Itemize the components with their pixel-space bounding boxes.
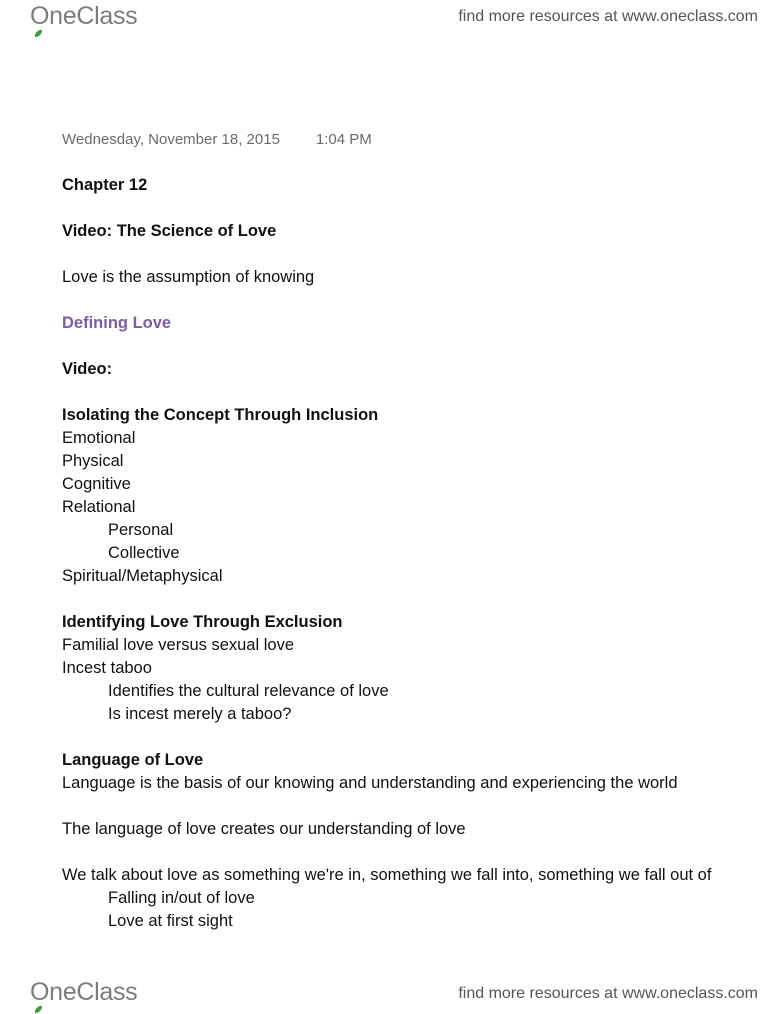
note-date: Wednesday, November 18, 2015: [62, 131, 280, 148]
sub-list-item: Personal: [108, 521, 174, 539]
sub-list-item: Love at first sight: [108, 912, 233, 930]
section-heading-defining-love: Defining Love: [62, 314, 172, 332]
video-title: Video: The Science of Love: [62, 222, 277, 240]
list-item: Familial love versus sexual love: [62, 636, 295, 654]
paragraph: Language is the basis of our knowing and understanding and experiencing the world: [62, 774, 678, 792]
list-item: Spiritual/Metaphysical: [62, 567, 223, 585]
oneclass-logo-bottom: [30, 978, 137, 1007]
brand-name: OneClass: [30, 978, 138, 1006]
list-item: Emotional: [62, 429, 136, 447]
language-heading: Language of Love: [62, 751, 204, 769]
exclusion-heading: Identifying Love Through Exclusion: [62, 613, 343, 631]
note-time: 1:04 PM: [315, 131, 372, 148]
promo-link-bottom[interactable]: find more resources at www.oneclass.com: [458, 985, 758, 1002]
paragraph: The language of love creates our understanding of love: [62, 820, 466, 838]
sub-list-item: Collective: [108, 544, 180, 562]
brand-name: OneClass: [30, 2, 138, 30]
list-item: Physical: [62, 452, 124, 470]
inclusion-heading: Isolating the Concept Through Inclusion: [62, 406, 379, 424]
note-timestamp: [62, 128, 742, 151]
document-body: [62, 128, 742, 933]
intro-line: Love is the assumption of knowing: [62, 268, 315, 286]
paragraph: We talk about love as something we're in, something we fall into, something we fall out of: [62, 866, 712, 884]
promo-link-top[interactable]: find more resources at www.oneclass.com: [458, 8, 758, 25]
list-item: Incest taboo: [62, 659, 152, 677]
list-item: Relational: [62, 498, 136, 516]
sub-list-item: Is incest merely a taboo?: [108, 705, 292, 723]
sub-list-item: Falling in/out of love: [108, 889, 255, 907]
leaf-icon: [34, 1005, 43, 1014]
list-item: Cognitive: [62, 475, 131, 493]
sub-list-item: Identifies the cultural relevance of love: [108, 682, 389, 700]
chapter-heading: Chapter 12: [62, 176, 148, 194]
video-label: Video:: [62, 360, 113, 378]
